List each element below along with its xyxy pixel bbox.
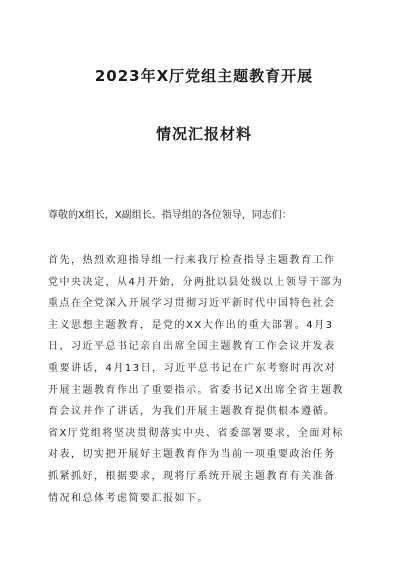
paragraph-line: 重要讲话，4月13日，习近平总书记在广东考察时再次对 bbox=[48, 362, 337, 374]
paragraph-line: 对表，切实把开展好主题教育作为当前一项重要政治任务 bbox=[48, 449, 336, 461]
paragraph-line: 日，习近平总书记亲自出席全国主题教育工作会议并发表 bbox=[48, 341, 336, 353]
paragraph-line: 党中央决定，从4月开始，分两批以县处级以上领导干部为 bbox=[48, 276, 344, 288]
paragraph-line: 开展主题教育作出了重要指示。省委书记X出席全省主题教 bbox=[48, 384, 344, 396]
paragraph-line: 省X厅党组将坚决贯彻落实中央、省委部署要求，全面对标 bbox=[48, 427, 344, 439]
document-title-line-2: 情况汇报材料 bbox=[155, 125, 252, 143]
paragraph-line: 首先，热烈欢迎指导组一行来我厅检查指导主题教育工作 bbox=[48, 255, 336, 266]
document-title-line-1: 2023年X厅党组主题教育开展 bbox=[94, 67, 314, 85]
paragraph-line: 抓紧抓好，根据要求，现将厅系统开展主题教育有关准备 bbox=[48, 470, 336, 482]
paragraph-line: 育会议并作了讲话，为我们开展主题教育提供根本遵循。 bbox=[48, 406, 336, 418]
paragraph-line: 重点在全党深入开展学习贯彻习近平新时代中国特色社会 bbox=[48, 298, 336, 310]
greeting-line: 尊敬的X组长，X副组长、指导组的各位领导，同志们： bbox=[48, 210, 292, 221]
paragraph-line: 情况和总体考虑简要汇报如下。 bbox=[48, 492, 209, 504]
body-paragraph bbox=[48, 250, 360, 509]
paragraph-line: 主义思想主题教育，是党的XX大作出的重大部署。4月3 bbox=[48, 319, 334, 331]
